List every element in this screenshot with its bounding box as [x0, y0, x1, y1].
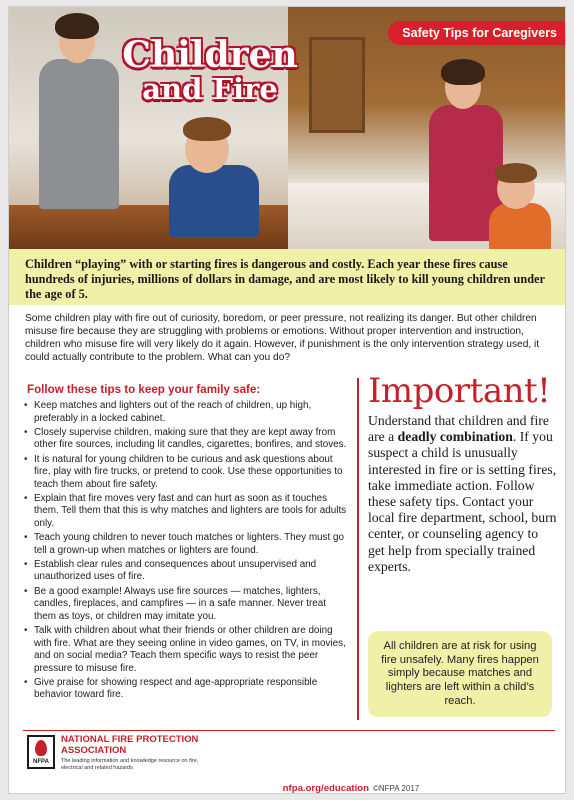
tip-item: • It is natural for young children to be curious and ask questions about fire, play with fire trucks, or pretend to cook. Use these opportunities to teach them about fire safety. [23, 454, 349, 492]
nfpa-logo-icon [27, 735, 55, 769]
copyright-notice: ©NFPA 2017 [373, 784, 420, 793]
kitchen-cabinet [309, 37, 365, 133]
column-divider [357, 378, 359, 720]
tip-item: • Closely supervise children, making sure that they are kept away from other fire sources, including lit candles, cigarettes, bonfires, and stoves. [23, 427, 349, 452]
tip-item: • Keep matches and lighters out of the reach of children, up high, preferably in a locked cabinet. [23, 400, 349, 425]
flyer-title [105, 34, 315, 106]
important-text-start: Understand that children and fire are a [368, 413, 549, 445]
tip-item: • Teach young children to never touch matches or lighters. They must go tell a grown-up when matches or lighters are found. [23, 532, 349, 557]
hero-photo [9, 7, 566, 249]
title-line-1: Children [122, 34, 298, 76]
risk-callout-box: All children are at risk for using fire unsafely. Many fires happen simply because matches and lighters are left within a child’s reach. [368, 631, 552, 717]
flame-icon [35, 740, 47, 756]
nfpa-logo-abbr: NFPA [33, 759, 49, 765]
nfpa-logo-block [27, 735, 211, 771]
tip-item: • Explain that fire moves very fast and can hurt as soon as it touches them. Tell them that this is why matches and lighters are tools for adults only. [23, 493, 349, 531]
safety-flyer [8, 6, 566, 794]
education-url-link[interactable]: nfpa.org/education [282, 783, 369, 794]
body-paragraph: Some children play with fire out of curiosity, boredom, or peer pressure, not realizing its danger. But other children misuse fire because they are struggling with problems or emotions. Without proper intervention and instruction, children who misuse fire will very likely do it again. However, if punishment is the only intervention strategy used, it could actually contribute to the problem. What can you do? [25, 313, 540, 364]
tips-list [23, 400, 349, 704]
nfpa-org-name: NATIONAL FIRE PROTECTION ASSOCIATION [61, 734, 199, 756]
footer-divider [23, 730, 555, 731]
important-text-end: . If you suspect a child is unusually interested in fire or is setting fires, take immediate action. Follow these safety tips. Contact your local fire department, school, burn center, or counseling agency to get help from specially trained experts. [368, 429, 557, 574]
tip-item: • Be a good example! Always use fire sources — matches, lighters, candles, fireplaces, and campfires — in a safe manner. Never treat them as toys, or children may imitate you. [23, 586, 349, 624]
nfpa-wordmark [61, 735, 211, 771]
tip-item: • Give praise for showing respect and age-appropriate responsible behavior toward fire. [23, 677, 349, 702]
tips-heading: Follow these tips to keep your family safe: [27, 383, 261, 396]
tip-item: • Talk with children about what their friends or other children are doing with fire. What are they seeing online in video games, on TV, in movies, and on social media? Teach them specific ways to resist the peer pressure to misuse fire. [23, 625, 349, 675]
important-text [368, 413, 558, 575]
important-text-bold: deadly combination [397, 429, 513, 445]
intro-band: Children “playing” with or starting fires is dangerous and costly. Each year these fires cause hundreds of injuries, millions of dollars in damage, and are most likely to kill young children under the age of 5. [9, 249, 566, 305]
safety-tips-tag: Safety Tips for Caregivers [388, 21, 566, 45]
tip-item: • Establish clear rules and consequences about unsupervised and unauthorized uses of fire. [23, 559, 349, 584]
important-heading: Important! [368, 371, 551, 411]
nfpa-tagline: The leading information and knowledge resource on fire, electrical and related hazards [61, 758, 199, 771]
title-line-2: and Fire [142, 72, 278, 106]
